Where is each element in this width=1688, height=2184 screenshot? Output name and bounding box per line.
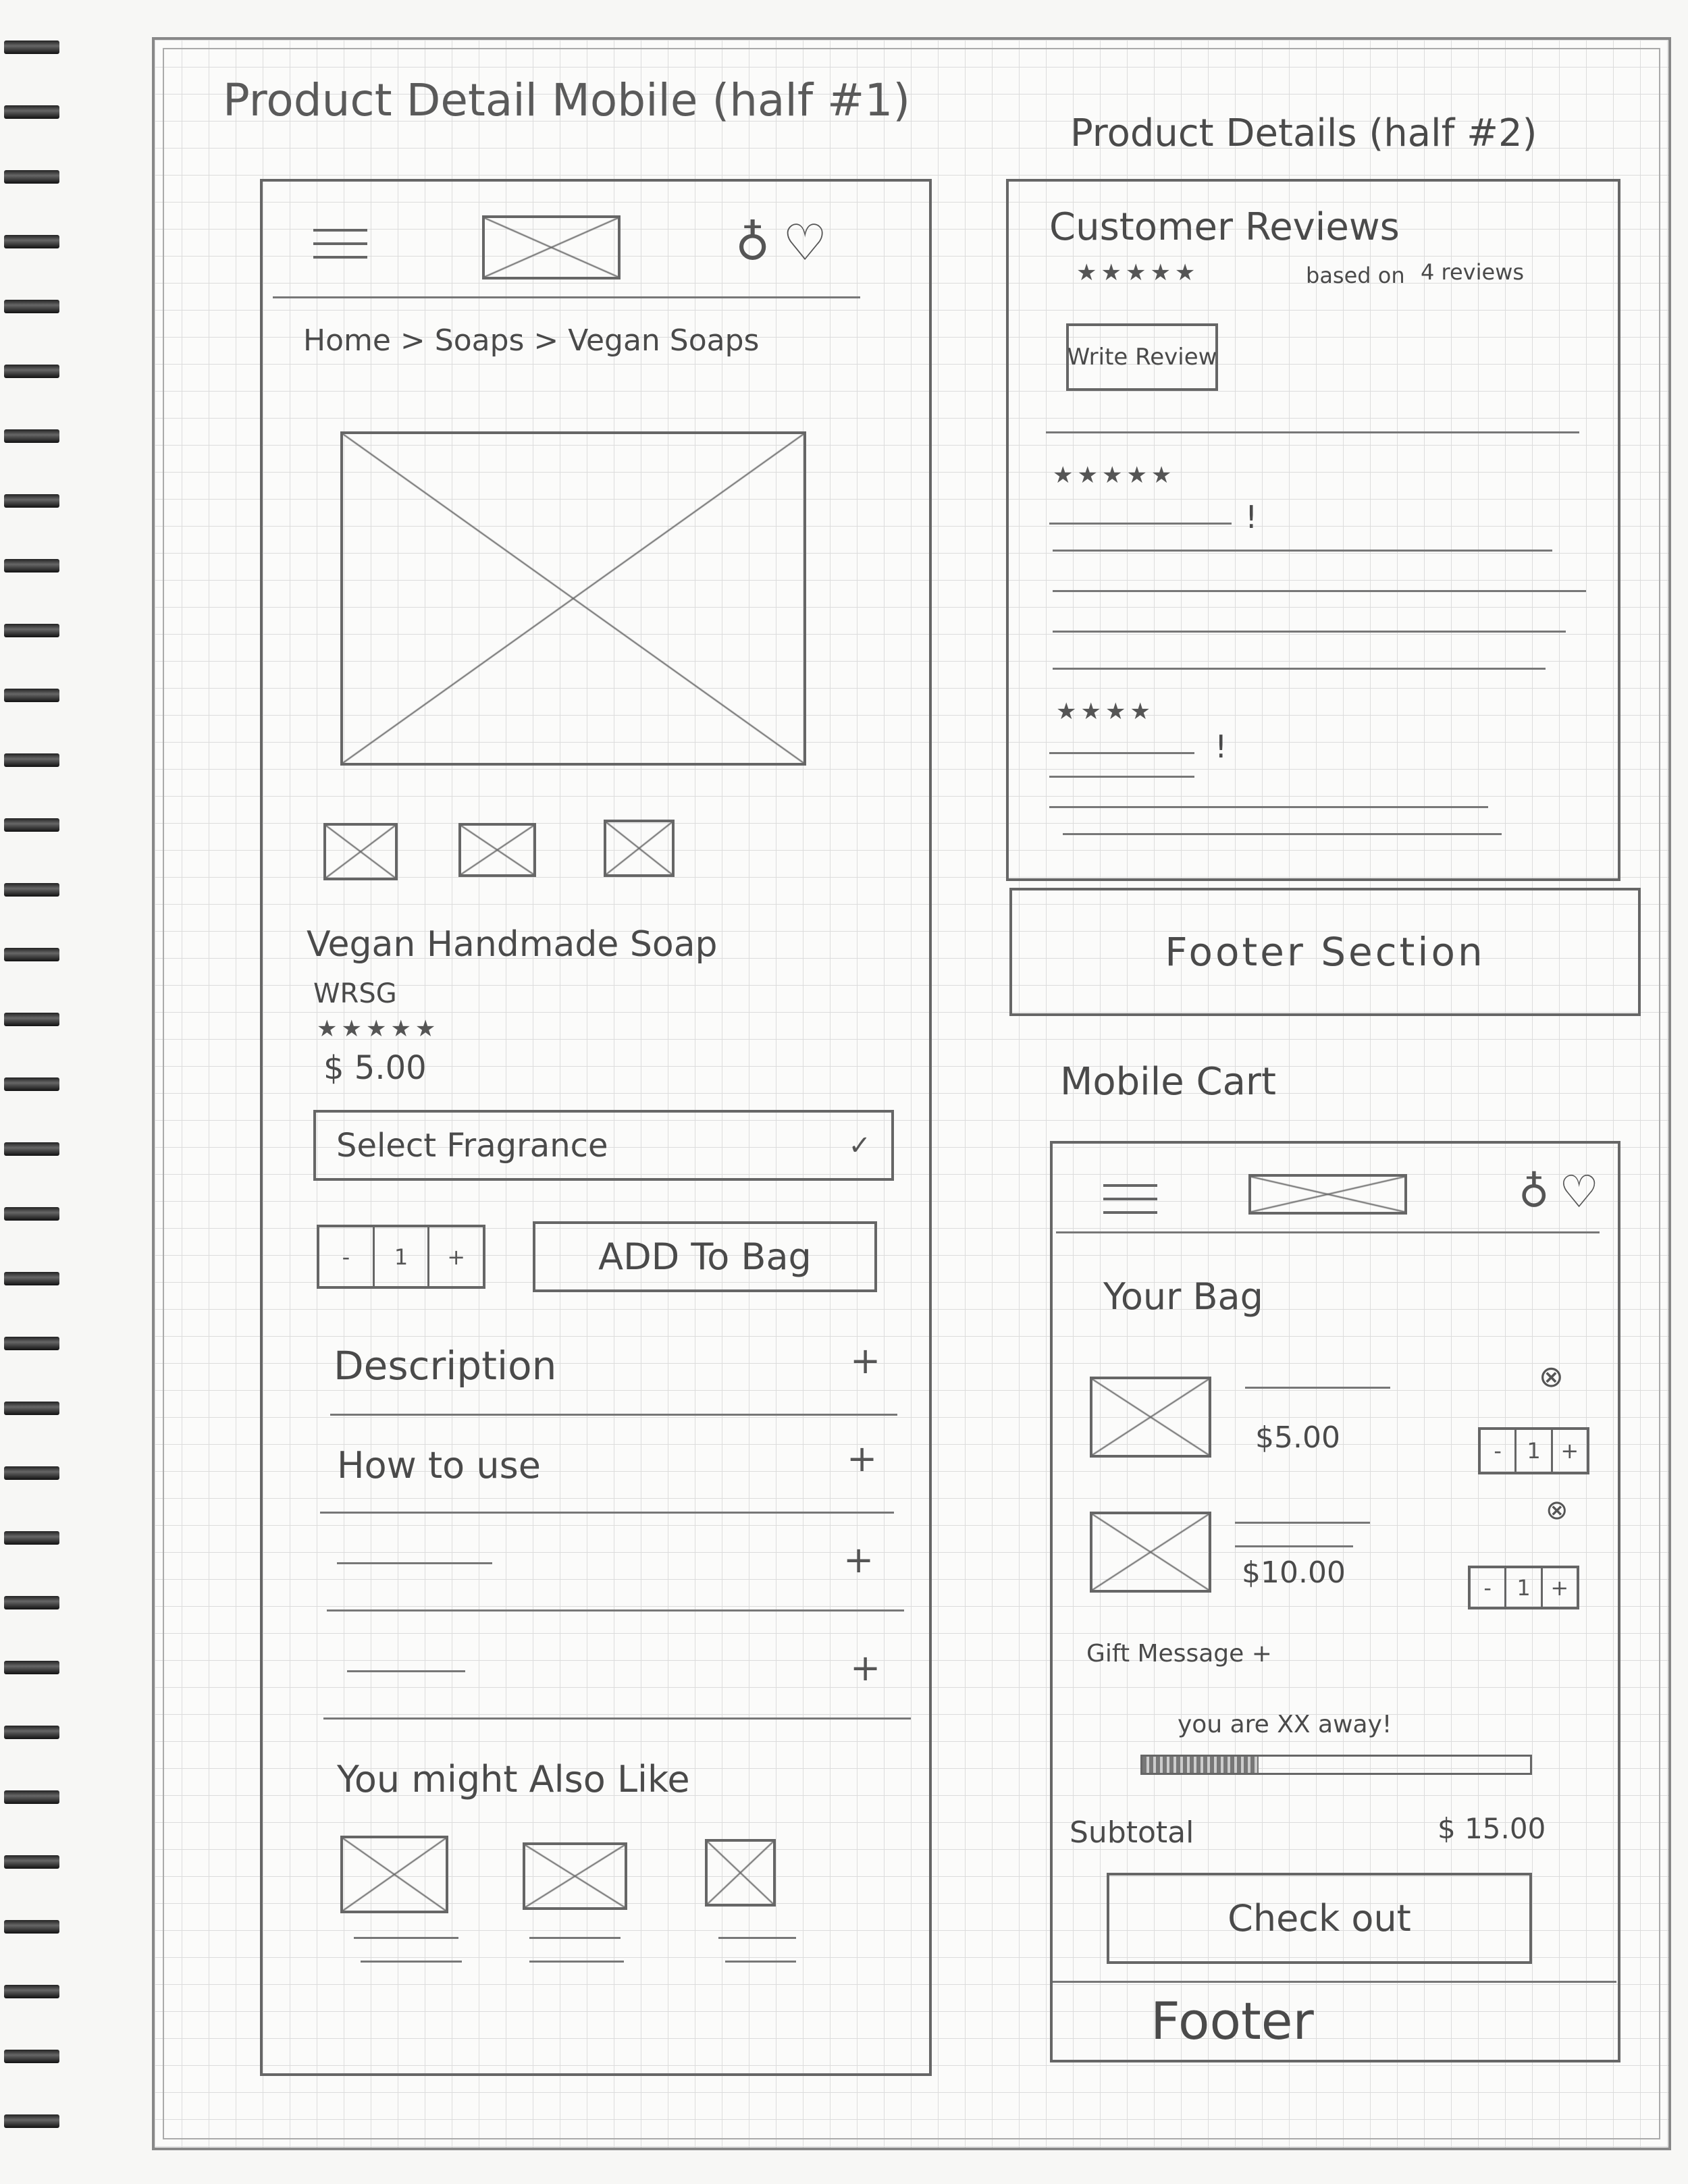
accordion-divider — [327, 1609, 904, 1612]
recommended-product-2-name — [529, 1937, 621, 1939]
cart-item-1-remove-icon[interactable]: ⊗ — [1539, 1360, 1564, 1394]
spiral-ring — [4, 818, 59, 832]
recommended-product-1-name — [354, 1937, 458, 1939]
accordion-3-plus-icon[interactable]: + — [843, 1539, 874, 1581]
accordion-description[interactable]: Description — [334, 1343, 557, 1389]
spiral-ring — [4, 1207, 59, 1221]
footer-section-label: Footer Section — [1165, 929, 1485, 975]
accordion-divider — [320, 1512, 894, 1514]
header-divider — [273, 296, 860, 298]
review-1-text-line — [1053, 668, 1546, 670]
product-name: Vegan Handmade Soap — [307, 924, 718, 965]
progress-fill — [1142, 1757, 1259, 1773]
accordion-4-plus-icon[interactable]: + — [850, 1647, 881, 1689]
qty-plus-button[interactable]: + — [447, 1244, 466, 1270]
cart-footer: Footer — [1151, 1991, 1314, 2051]
spiral-ring — [4, 2050, 59, 2063]
product-rating-stars: ★★★★★ — [317, 1015, 440, 1042]
logo-placeholder[interactable] — [482, 215, 621, 279]
subtotal-label: Subtotal — [1070, 1815, 1194, 1850]
recommended-product-1-price — [361, 1961, 462, 1963]
title-cart: Mobile Cart — [1060, 1060, 1276, 1104]
write-review-label: Write Review — [1067, 344, 1217, 371]
spiral-ring — [4, 1337, 59, 1350]
recommended-product-3-image[interactable] — [705, 1839, 776, 1907]
spiral-ring — [4, 105, 59, 119]
free-shipping-progress-bar — [1140, 1755, 1532, 1775]
cart-item-2-remove-icon[interactable]: ⊗ — [1546, 1495, 1568, 1526]
accordion-description-plus-icon[interactable]: + — [850, 1339, 881, 1382]
check-icon: ✓ — [848, 1129, 871, 1161]
free-shipping-message: you are XX away! — [1178, 1711, 1392, 1738]
phone-frame-reviews — [1006, 179, 1620, 881]
header-divider — [1056, 1231, 1600, 1233]
review-2-exclaim: ! — [1215, 728, 1228, 765]
spiral-ring — [4, 753, 59, 767]
spiral-ring — [4, 883, 59, 897]
spiral-ring — [4, 1142, 59, 1156]
spiral-ring — [4, 2114, 59, 2128]
logo-placeholder[interactable] — [1248, 1174, 1407, 1215]
recommended-product-1-image[interactable] — [340, 1836, 448, 1913]
review-1-text-line — [1053, 631, 1566, 633]
reviews-based-on: based on — [1306, 263, 1405, 288]
qty-plus-button[interactable]: + — [1550, 1574, 1569, 1601]
cart-item-2-image[interactable] — [1090, 1512, 1211, 1593]
review-1-title — [1049, 523, 1232, 525]
cart-item-2-name — [1235, 1522, 1370, 1524]
qty-value: 1 — [375, 1227, 430, 1286]
phone-frame-cart — [1050, 1141, 1620, 2062]
accordion-placeholder-text[interactable] — [337, 1562, 492, 1564]
account-icon[interactable]: ♁ — [735, 215, 770, 271]
qty-value: 1 — [1506, 1568, 1542, 1607]
qty-minus-button[interactable]: - — [1471, 1568, 1506, 1607]
spiral-ring — [4, 624, 59, 637]
review-2-text-line — [1049, 776, 1194, 778]
accordion-divider — [323, 1717, 911, 1720]
spiral-ring — [4, 1920, 59, 1934]
footer-divider — [1053, 1981, 1616, 1983]
wishlist-heart-icon[interactable]: ♡ — [783, 214, 828, 272]
accordion-placeholder-text[interactable] — [347, 1670, 465, 1672]
spiral-ring — [4, 41, 59, 54]
phone-frame-product — [260, 179, 932, 2076]
your-bag-heading: Your Bag — [1103, 1275, 1263, 1318]
accordion-how-to-use-plus-icon[interactable]: + — [847, 1437, 878, 1480]
thumbnail-2[interactable] — [458, 823, 536, 877]
review-1-exclaim: ! — [1245, 499, 1258, 535]
cart-item-1-quantity-stepper[interactable] — [1478, 1427, 1589, 1474]
add-to-bag-button[interactable] — [533, 1221, 877, 1292]
review-2-title — [1049, 752, 1194, 754]
product-brand: WRSG — [313, 978, 397, 1009]
hamburger-menu-icon[interactable] — [1103, 1184, 1157, 1225]
spiral-ring — [4, 170, 59, 184]
accordion-how-to-use[interactable]: How to use — [337, 1444, 541, 1487]
cart-item-1-price: $5.00 — [1255, 1420, 1340, 1455]
write-review-button[interactable] — [1066, 323, 1218, 391]
cart-item-2-variant — [1235, 1545, 1353, 1547]
reviews-heading: Customer Reviews — [1049, 205, 1400, 249]
qty-value: 1 — [1516, 1430, 1552, 1472]
cart-item-1-image[interactable] — [1090, 1377, 1211, 1458]
review-1-text-line — [1053, 590, 1586, 592]
review-2-text-line — [1063, 833, 1502, 835]
spiral-ring — [4, 1077, 59, 1091]
recommended-product-3-name — [718, 1937, 796, 1939]
fragrance-select-label: Select Fragrance — [336, 1126, 608, 1165]
add-to-bag-label: ADD To Bag — [598, 1235, 812, 1278]
review-1-stars: ★★★★★ — [1053, 462, 1176, 489]
thumbnail-1[interactable] — [323, 823, 398, 880]
subtotal-value: $ 15.00 — [1438, 1812, 1546, 1845]
quantity-stepper[interactable] — [317, 1225, 485, 1289]
title-half2: Product Details (half #2) — [1070, 111, 1537, 155]
breadcrumb[interactable]: Home > Soaps > Vegan Soaps — [303, 323, 760, 358]
spiral-ring — [4, 235, 59, 248]
spiral-ring — [4, 1013, 59, 1026]
spiral-ring — [4, 559, 59, 572]
reviews-average-stars: ★★★★★ — [1076, 259, 1200, 286]
accordion-divider — [330, 1414, 897, 1416]
fragrance-select[interactable] — [313, 1110, 894, 1181]
cart-item-1-name — [1245, 1387, 1390, 1389]
review-1-text-line — [1053, 550, 1552, 552]
spiral-ring — [4, 1726, 59, 1739]
product-main-image[interactable] — [340, 431, 806, 766]
spiral-ring — [4, 1661, 59, 1674]
cart-item-2-quantity-stepper[interactable] — [1468, 1566, 1579, 1609]
checkout-button[interactable] — [1107, 1873, 1532, 1964]
wishlist-heart-icon[interactable]: ♡ — [1559, 1166, 1600, 1218]
spiral-ring — [4, 429, 59, 443]
review-2-stars: ★★★★ — [1056, 698, 1155, 725]
gift-message-link[interactable]: Gift Message + — [1086, 1640, 1272, 1668]
reviews-divider — [1046, 431, 1579, 433]
cart-item-2-price: $10.00 — [1242, 1555, 1346, 1590]
spiral-ring — [4, 365, 59, 378]
spiral-ring — [4, 494, 59, 508]
spiral-ring — [4, 1790, 59, 1804]
spiral-ring — [4, 1855, 59, 1869]
spiral-ring — [4, 300, 59, 313]
qty-minus-button[interactable]: - — [319, 1227, 375, 1286]
recommended-product-2-price — [529, 1961, 624, 1963]
notebook-spiral — [0, 0, 68, 2184]
also-like-heading: You might Also Like — [337, 1758, 690, 1801]
recommended-product-2-image[interactable] — [523, 1842, 627, 1910]
spiral-ring — [4, 689, 59, 702]
spiral-ring — [4, 948, 59, 961]
thumbnail-3[interactable] — [604, 820, 675, 877]
hamburger-menu-icon[interactable] — [313, 229, 367, 269]
spiral-ring — [4, 1402, 59, 1415]
product-price: $ 5.00 — [323, 1049, 427, 1087]
review-2-text-line — [1049, 806, 1488, 808]
reviews-count: 4 reviews — [1421, 259, 1525, 285]
spiral-ring — [4, 1466, 59, 1480]
qty-minus-button[interactable]: - — [1481, 1430, 1516, 1472]
spiral-ring — [4, 1596, 59, 1609]
account-icon[interactable]: ♁ — [1519, 1167, 1550, 1217]
spiral-ring — [4, 1531, 59, 1545]
recommended-product-3-price — [725, 1961, 796, 1963]
spiral-ring — [4, 1985, 59, 1998]
checkout-label: Check out — [1228, 1897, 1411, 1940]
footer-section — [1009, 888, 1641, 1016]
spiral-ring — [4, 1272, 59, 1285]
title-half1: Product Detail Mobile (half #1) — [223, 74, 911, 126]
qty-plus-button[interactable]: + — [1560, 1438, 1579, 1464]
